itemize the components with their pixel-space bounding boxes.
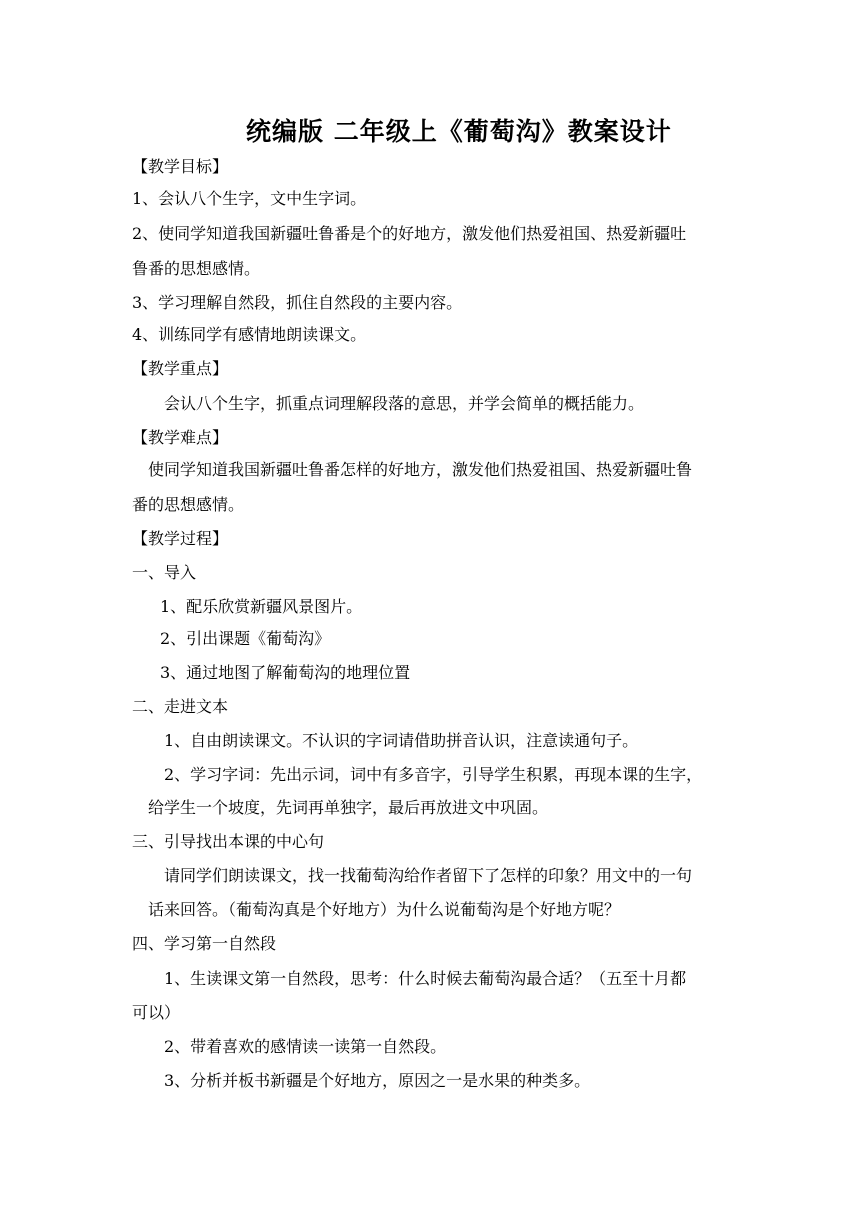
process-step: 话来回答。（葡萄沟真是个好地方）为什么说葡萄沟是个好地方呢？ [148,900,621,919]
goal-line: 鲁番的思想感情。 [132,259,261,278]
section-heading: 三、引导找出本课的中心句 [132,832,325,851]
goal-line: 3、学习理解自然段，抓住自然段的主要内容。 [132,293,463,312]
section-heading: 四、学习第一自然段 [132,934,277,953]
goal-line: 2、使同学知道我国新疆吐鲁番是个的好地方，激发他们热爱祖国、热爱新疆吐 [132,224,687,243]
goal-line: 1、会认八个生字，文中生字词。 [132,189,367,208]
process-step: 1、自由朗读课文。不认识的字词请借助拼音认识，注意读通句子。 [164,731,639,750]
document-title: 统编版 二年级上《葡萄沟》教案设计 [246,117,672,146]
process-step: 1、配乐欣赏新疆风景图片。 [160,597,363,616]
heading-process: 【教学过程】 [132,529,229,548]
process-step: 2、学习字词：先出示词，词中有多音字，引导学生积累，再现本课的生字， [164,765,703,784]
heading-teaching-goals: 【教学目标】 [132,157,229,176]
process-step: 3、通过地图了解葡萄沟的地理位置 [160,663,411,682]
section-heading: 二、走进文本 [132,697,229,716]
process-step: 2、带着喜欢的感情读一读第一自然段。 [164,1037,447,1056]
process-step: 给学生一个坡度，先词再单独字，最后再放进文中巩固。 [148,798,549,817]
key-points-text: 会认八个生字，抓重点词理解段落的意思，并学会简单的概括能力。 [164,394,645,413]
goal-line: 4、训练同学有感情地朗读课文。 [132,325,367,344]
heading-key-points: 【教学重点】 [132,359,229,378]
process-step: 请同学们朗读课文，找一找葡萄沟给作者留下了怎样的印象？用文中的一句 [164,866,693,885]
process-step: 1、生读课文第一自然段，思考：什么时候去葡萄沟最合适？（五至十月都 [164,969,687,988]
difficulties-text: 番的思想感情。 [132,495,245,514]
section-heading: 一、导入 [132,563,197,582]
heading-difficulties: 【教学难点】 [132,428,229,447]
process-step: 2、引出课题《葡萄沟》 [160,629,331,648]
difficulties-text: 使同学知道我国新疆吐鲁番怎样的好地方，激发他们热爱祖国、热爱新疆吐鲁 [148,460,693,479]
process-step: 3、分析并板书新疆是个好地方，原因之一是水果的种类多。 [164,1071,591,1090]
process-step: 可以） [132,1003,181,1022]
